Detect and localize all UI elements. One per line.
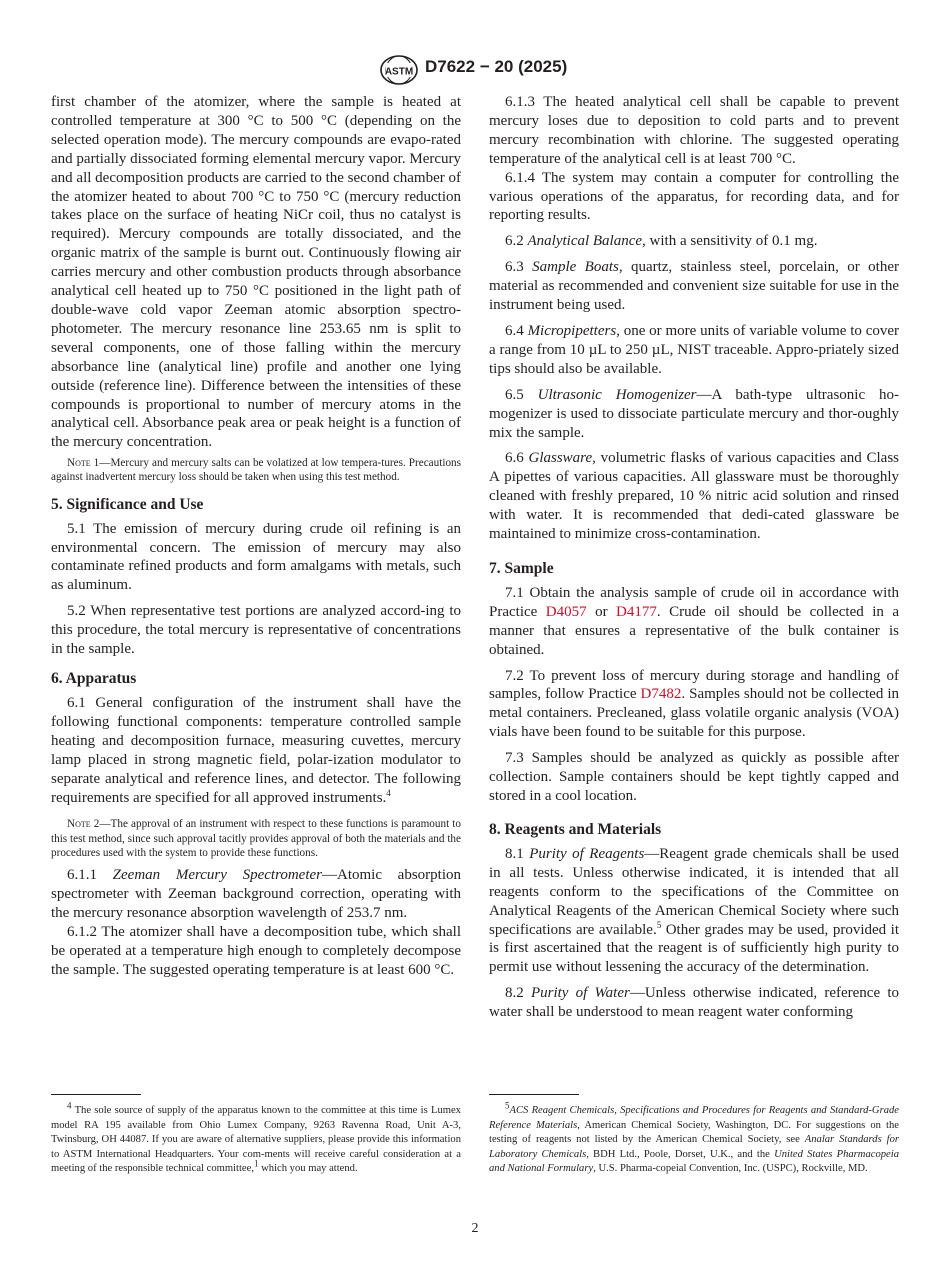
para-8-1-number: 8.1: [505, 845, 524, 862]
para-7-1: [489, 584, 899, 660]
link-d4057[interactable]: D4057: [545, 603, 587, 620]
footnote-rule-right: [489, 1094, 579, 1095]
para-6-3-title: Sample Boats,: [532, 259, 623, 276]
page-header: [0, 55, 950, 85]
astm-logo: [380, 55, 418, 85]
note-2-label: Note 2: [67, 818, 100, 831]
section-7-heading: 7. Sample: [489, 559, 554, 577]
link-d4177[interactable]: D4177: [616, 603, 657, 620]
footnote-5-text-a: , American Chemical Society, Washington, DC. For suggestions on the testing of reagents not listed by the American Chemical Society, see: [489, 1119, 900, 1146]
para-7-2: [489, 667, 899, 743]
para-6-2-text: with a sensitivity of 0.1 mg.: [645, 233, 818, 250]
footnote-4-ref: 4: [386, 787, 391, 798]
left-column: [51, 93, 461, 979]
footnote-4-mark: 4: [67, 1100, 72, 1111]
note-1-label: Note 1: [67, 457, 100, 470]
footnote-5-text-c: , U.S. Pharma-copeial Convention, Inc. (USPC), Rockville, MD.: [593, 1163, 868, 1175]
footnote-4-text: The sole source of supply of the apparatus known to the committee at this time is Lumex model RA 195 available from Ohio Lumex Company, 9263 Ravenna Road, Unit A-3, Twinsburg, OH 44087. If you are aware of alternative suppliers, please provide this information to ASTM International Headquarters. Your com-ments will receive careful consideration at a meeting of the responsible technical committee,: [51, 1105, 461, 1175]
page-number: 2: [471, 1221, 479, 1236]
footnote-4: [51, 1100, 461, 1177]
para-6-6-number: 6.6: [505, 450, 524, 467]
note-2: [51, 817, 461, 860]
para-6-2: [489, 232, 899, 251]
para-7-1-text-c: . Crude oil should be collected in a manner that ensures a representative of the bulk container is obtained.: [489, 603, 899, 658]
para-8-2-title: Purity of Water: [530, 985, 630, 1002]
para-8-2-number: 8.2: [505, 985, 524, 1002]
para-6-6-text: volumetric flasks of various capacities and Class A pipettes of various capacities. All glassware must be thoroughly cleaned with freshly prepared, 10 % nitric acid solution and rinsed with water. It is recommended that dedi-cated glassware be maintained to minimize cross-contamination.: [489, 450, 900, 543]
para-6-1: [51, 694, 461, 807]
para-6-5-title: Ultrasonic Homogenizer: [537, 386, 697, 403]
section-8-heading: 8. Reagents and Materials: [489, 820, 662, 838]
para-6-1-4: 6.1.4 The system may contain a computer for controlling the various operations of the apparatus, for recording data, and for reporting results.: [489, 169, 899, 224]
para-6-1-3: 6.1.3 The heated analytical cell shall be capable to prevent mercury loses due to deposition to cold parts and to prevent mercury recombination with chlorine. The suggested operating temperature of the analytical cell is at least 700 °C.: [489, 94, 899, 167]
para-6-4: [489, 322, 899, 379]
para-6-3-text: quartz, stainless steel, porcelain, or other material as recommended and convenient size suitable for use in the instrument being used.: [489, 259, 899, 314]
para-6-1-1-title: Zeeman Mercury Spectrometer: [112, 867, 323, 884]
para-7-3: 7.3 Samples should be analyzed as quickly as possible after collection. Sample containers should be kept tightly capped and stored in a cool location.: [489, 750, 899, 804]
note-2-text: —The approval of an instrument with respect to these functions is paramount to this test method, since such approval tacitly provides approval of both the materials and the procedures used with the system to provide these functions.: [51, 818, 461, 859]
para-8-1-text-a: —Reagent grade chemicals shall be used in all tests. Unless otherwise indicated, it is intended that all reagents conform to the specifications of the Committee on Analytical Reagents of the American Chemical Society where such specifications are available.: [489, 845, 899, 938]
document-designation: D7622 − 20 (2025): [425, 57, 568, 76]
para-6-2-title: Analytical Balance,: [527, 233, 646, 250]
para-6-5: [489, 386, 899, 443]
footnote-5-ref: 5: [656, 919, 662, 930]
right-column: [489, 93, 899, 1022]
section-5-heading: 5. Significance and Use: [51, 495, 204, 513]
para-6-5-number: 6.5: [505, 386, 524, 403]
para-6-4-text: one or more units of variable volume to cover a range from 10 µL to 250 µL, NIST traceable. Appro-priately sized tips should also be available.: [489, 322, 900, 377]
para-6-1-1: [51, 866, 461, 923]
para-8-2: [489, 984, 899, 1022]
note-1: [51, 456, 461, 484]
note-1-text: —Mercury and mercury salts can be volatized at low tempera-tures. Precautions against inadvertent mercury loss should be taken when using this test method.: [51, 457, 462, 484]
footnote-rule-left: [51, 1094, 141, 1095]
para-6-1-1-number: 6.1.1: [67, 867, 97, 884]
para-5-1: 5.1 The emission of mercury during crude oil refining is an environmental concern. The emission of mercury may also contaminate refined products and form amalgams with metals, such as aluminum.: [51, 520, 461, 594]
para-7-2-text-a: 7.2 To prevent loss of mercury during storage and handling of samples, follow Practice: [489, 667, 899, 703]
para-6-3-number: 6.3: [505, 259, 524, 276]
para-7-1-text-a: 7.1 Obtain the analysis sample of crude oil in accordance with Practice: [489, 584, 899, 620]
footnote-5-title-2: Analar Standards for Laboratory Chemicals: [489, 1134, 899, 1160]
para-6-4-title: Micropipetters,: [527, 322, 620, 339]
para-5-2: 5.2 When representative test portions are analyzed accord-ing to this procedure, the total mercury is representative of concentrations in the sample.: [51, 603, 461, 658]
section-6-heading: 6. Apparatus: [51, 669, 137, 687]
footnote-5: [489, 1100, 900, 1177]
intro-continuation: first chamber of the atomizer, where the sample is heated at controlled temperature at 300 °C to 500 °C (depending on the selected operation mode). The mercury compounds are evapo-rated and partially dissociated forming elemental mercury vapor. Mercury and all decomposition products are carried to the second chamber of the atomizer heated to about 700 °C to 750 °C (mercury reduction takes place on the surface of heating NiCr coil, thus no catalyst is required). Mercury compounds are totally dissociated, and the organic matrix of the sample is burnt out. Continuously flowing air carries mercury and other combustion products through absorbance analytical cell heated up to 750 °C positioned in the light path of double-wave cold vapor Zeeman atomic absorption spectro-photometer. The mercury resonance line 253.65 nm is split to several components, one of those falling within the mercury absorbance line (analytical line) profile and another one lying outside (reference line). Difference between the intensities of these compounds is proportional to number of mercury atoms in the analytical cell. Absorbance peak area or peak height is a function of the mercury concentration.: [51, 94, 461, 451]
footnote-4-end: which you may attend.: [258, 1163, 358, 1175]
para-7-1-text-b: or: [586, 603, 617, 620]
para-8-1-text-b: Other grades may be used, provided it is first ascertained that the reagent is of sufficiently high purity to permit use without lessening the accuracy of the determination.: [489, 921, 899, 976]
para-6-6-title: Glassware,: [528, 450, 596, 467]
footnote-5-title: ACS Reagent Chemicals, Specifications and Procedures for Reagents and Standard-Grade Reference Materials: [489, 1105, 899, 1131]
para-8-1: [489, 845, 899, 977]
para-6-1-2: 6.1.2 The atomizer shall have a decomposition tube, which shall be operated at a temperature high enough to completely decompose the sample. The suggested operating temperature is at least 600 °C.: [51, 923, 461, 978]
para-6-2-number: 6.2: [505, 233, 524, 250]
para-8-1-title: Purity of Reagents: [529, 845, 645, 862]
footnote-5-mark: 5: [505, 1100, 510, 1111]
link-d7482[interactable]: D7482: [640, 686, 682, 703]
para-6-6: [489, 449, 899, 544]
para-6-5-text: —A bath-type ultrasonic ho-mogenizer is used to dissociate particulate mercury and thor-oughly mix the sample.: [489, 386, 899, 441]
footnote-4-sup: 1: [253, 1158, 259, 1169]
para-7-2-text-b: . Samples should not be collected in metal containers. Precleaned, glass volatile organic analysis (VOA) vials have been found to be suitable for this purpose.: [489, 686, 899, 741]
footnote-5-title-3: United States Pharmacopeia and National Formulary: [489, 1148, 899, 1175]
footnote-5-text-b: , BDH Ltd., Poole, Dorset, U.K., and the: [586, 1148, 775, 1160]
para-8-2-text: —Unless otherwise indicated, reference to water shall be understood to mean reagent water conforming: [489, 985, 899, 1021]
para-6-3: [489, 258, 899, 315]
astm-logo-text: ASTM: [384, 66, 414, 78]
para-6-1-1-text: —Atomic absorption spectrometer with Zeeman background correction, operating with the mercury resonance absorption wavelength of 253.7 nm.: [51, 867, 462, 921]
para-6-4-number: 6.4: [505, 322, 524, 339]
para-6-1-text: 6.1 General configuration of the instrument shall have the following functional components: temperature controlled sample heating and decomposition furnace, measuring cuvettes, mercury lamp placed in strong magnetic field, polar-ization modulator to separate analytical and reference lines, and detector. The following requirements are specified for all approved instruments.: [51, 694, 461, 806]
